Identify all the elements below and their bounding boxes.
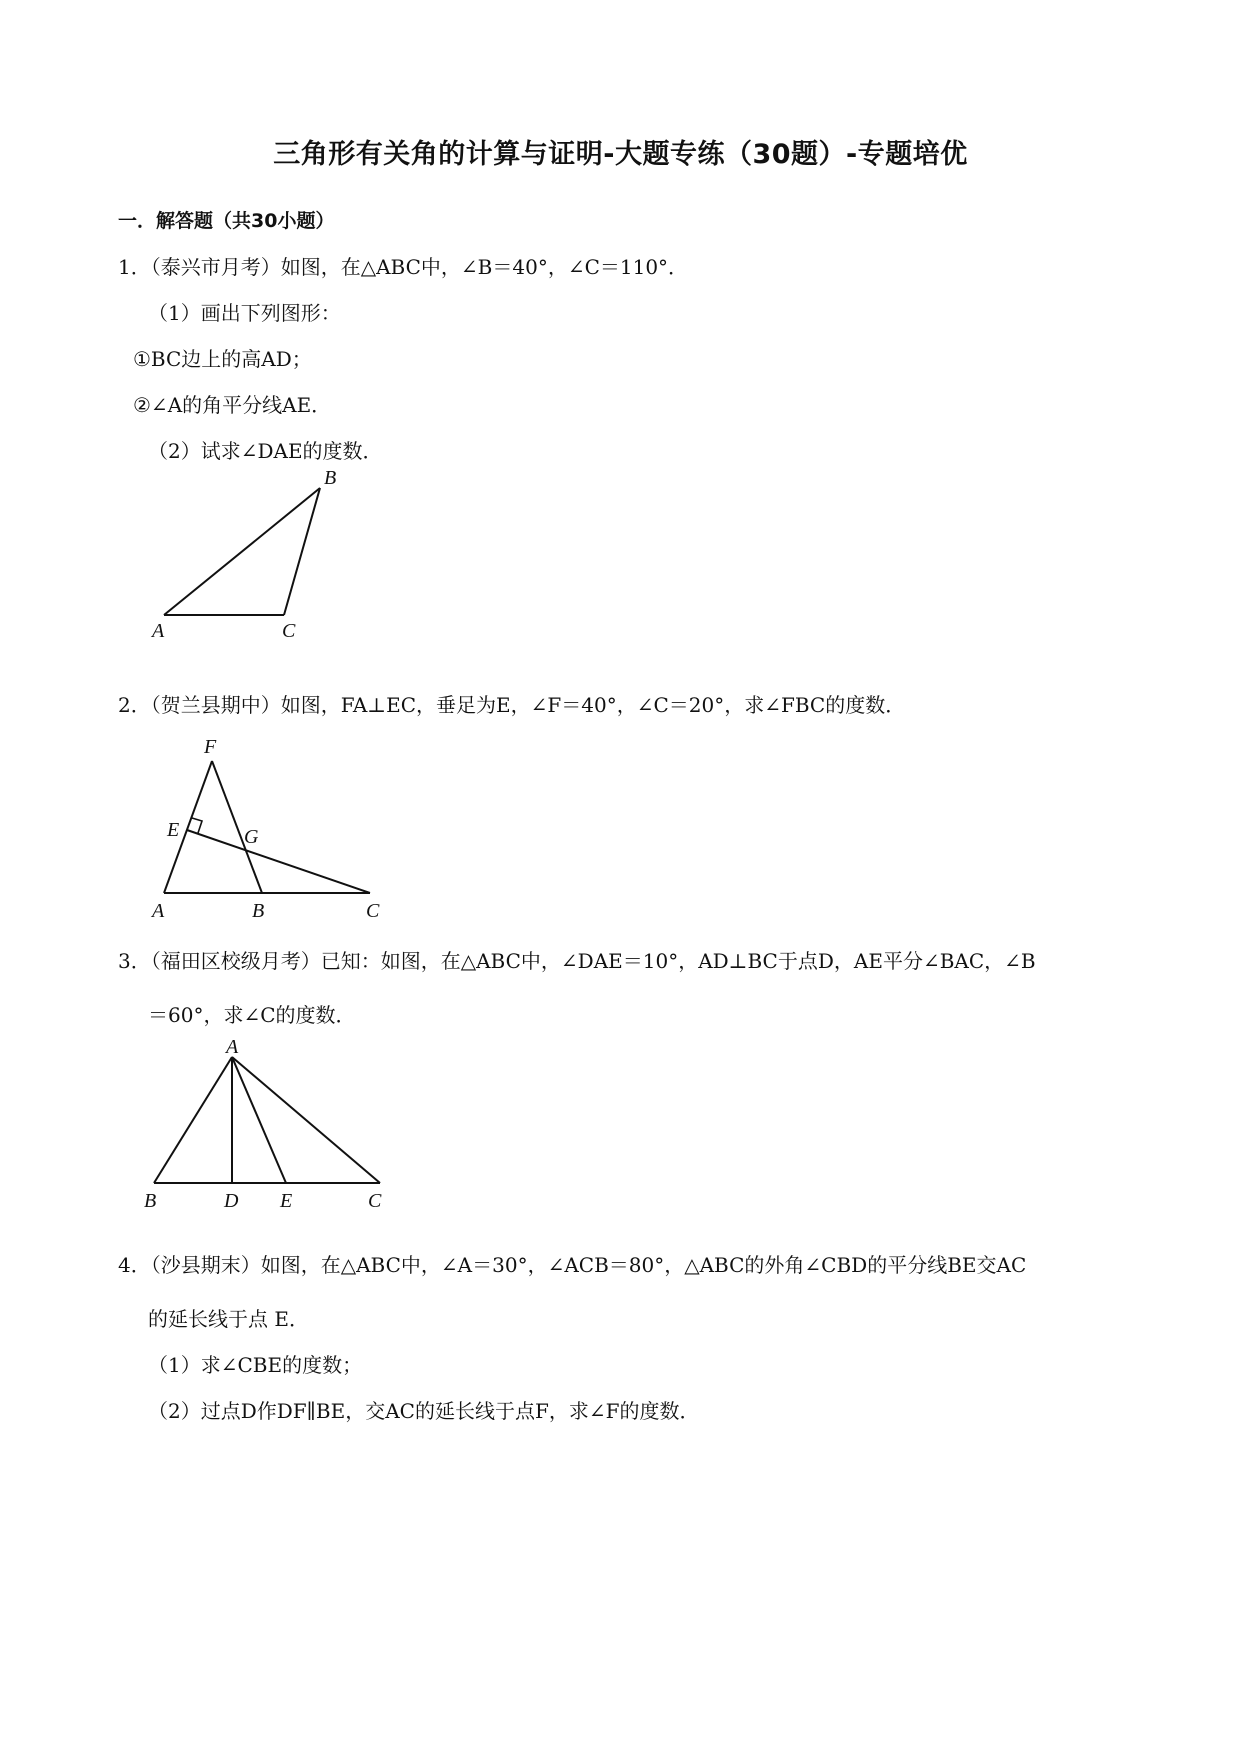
q1-part2: （2）试求∠DAE的度数． [148, 439, 383, 463]
q2-figure [140, 735, 400, 930]
q2-label-b: B [252, 900, 265, 922]
q1-label-a: A [152, 620, 165, 642]
q3-side-ab [154, 1057, 232, 1183]
q1-label-c: C [282, 620, 296, 642]
q1-side-ab [164, 488, 320, 615]
q1-label-b: B [324, 470, 337, 489]
q3-stem: 3．（福田区校级月考）已知：如图，在△ABC中，∠DAE＝10°，AD⊥BC于点D，AE平分∠BAC，∠B [118, 949, 1036, 973]
q3-label-c: C [368, 1190, 382, 1212]
q1-item1: ①BC边上的高AD； [133, 347, 312, 371]
q3-figure [140, 1035, 400, 1220]
q1-figure [140, 470, 400, 650]
q3-label-d: D [224, 1190, 239, 1212]
q4-stem: 4．（沙县期末）如图，在△ABC中，∠A＝30°，∠ACB＝80°，△ABC的外角∠CBD的平分线BE交AC [118, 1253, 1027, 1277]
q2-right-angle-mark [192, 818, 202, 833]
q4-part1: （1）求∠CBE的度数； [148, 1353, 363, 1377]
q1-item2: ②∠A的角平分线AE． [133, 393, 332, 417]
q2-label-e: E [167, 819, 180, 841]
q3-label-b: B [144, 1190, 157, 1212]
q1-stem: 1．（泰兴市月考）如图，在△ABC中，∠B＝40°，∠C＝110°． [118, 255, 689, 279]
q4-part2: （2）过点D作DF∥BE，交AC的延长线于点F，求∠F的度数． [148, 1399, 700, 1423]
q2-label-a: A [152, 900, 165, 922]
q2-side-ec [187, 830, 370, 893]
page-title: 三角形有关角的计算与证明-大题专练（30题）-专题培优 [273, 139, 968, 170]
q3-side-ac [232, 1057, 380, 1183]
q2-label-f: F [204, 736, 217, 758]
q2-label-c: C [366, 900, 380, 922]
q3-stem-continued: ＝60°，求∠C的度数． [148, 1003, 356, 1027]
q1-part1: （1）画出下列图形： [148, 301, 341, 325]
q2-stem: 2．（贺兰县期中）如图，FA⊥EC，垂足为E，∠F＝40°，∠C＝20°，求∠FBC的度数． [118, 693, 906, 717]
q2-label-g: G [244, 826, 259, 848]
q3-bisector-ae [232, 1057, 286, 1183]
q3-label-e: E [280, 1190, 293, 1212]
q3-label-a: A [226, 1036, 239, 1058]
section-heading: 一．解答题（共30小题） [118, 210, 335, 232]
q4-stem-continued: 的延长线于点 E． [148, 1307, 309, 1331]
q1-side-bc [284, 488, 320, 615]
